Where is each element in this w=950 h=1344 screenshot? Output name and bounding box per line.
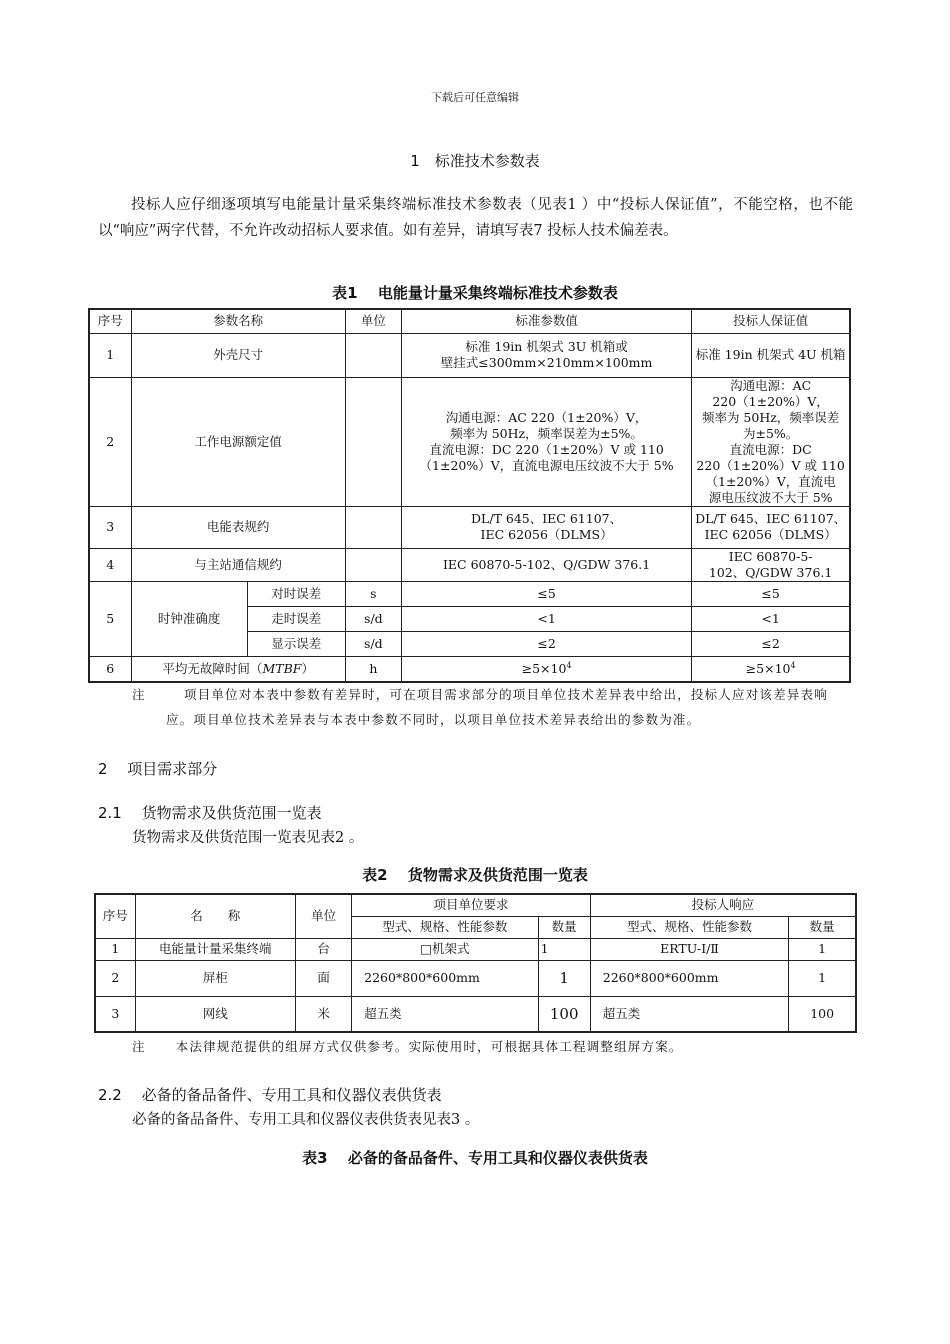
row-unit — [345, 377, 401, 506]
col-header-requirement: 项目单位要求 — [352, 894, 591, 916]
table-row — [95, 996, 856, 1032]
row-bid: 标准 19in 机架式 4U 机箱 — [692, 333, 850, 377]
row-name: 电能量计量采集终端 — [135, 938, 295, 960]
row-std: DL/T 645、IEC 61107、 IEC 62056（DLMS） — [401, 506, 691, 548]
table-2-header-row — [95, 894, 856, 916]
table-row — [89, 377, 850, 506]
table-row — [95, 938, 856, 960]
row-unit: 台 — [296, 938, 352, 960]
row-qty: 1 — [538, 938, 590, 960]
col-header-spec-response: 型式、规格、性能参数 — [590, 916, 789, 938]
section-2-2-text: 必备的备品备件、专用工具和仪器仪表供货表见表3 。 — [132, 1112, 480, 1128]
row-std: ≤2 — [401, 631, 691, 656]
row-qty-response: 100 — [789, 996, 856, 1032]
row-qty-response: 1 — [789, 938, 856, 960]
row-std: 标准 19in 机架式 3U 机箱或 壁挂式≤300mm×210mm×100mm — [401, 333, 691, 377]
col-header-unit: 单位 — [345, 309, 401, 333]
row-spec: □机架式 — [352, 938, 538, 960]
row-no: 6 — [89, 656, 131, 682]
col-header-bid: 投标人保证值 — [692, 309, 850, 333]
row-unit — [345, 333, 401, 377]
row-spec: 2260*800*600mm — [352, 960, 538, 996]
row-name: 屏柜 — [135, 960, 295, 996]
row-no: 1 — [89, 333, 131, 377]
col-header-spec: 型式、规格、性能参数 — [352, 916, 538, 938]
col-header-unit: 单位 — [296, 894, 352, 938]
row-bid: ≤5 — [692, 581, 850, 606]
col-header-no: 序号 — [89, 309, 131, 333]
row-no: 3 — [89, 506, 131, 548]
table-row — [89, 581, 850, 606]
row-spec-response: 2260*800*600mm — [590, 960, 789, 996]
col-header-qty-response: 数量 — [789, 916, 856, 938]
table-2-note — [132, 1034, 854, 1059]
table-1-header-row — [89, 309, 850, 333]
row-spec-response: 超五类 — [590, 996, 789, 1032]
row-std: 沟通电源：AC 220（1±20%）V， 频率为 50Hz，频率误差为±5%。 直流电源：DC 220（1±20%）V 或 110 （1±20%）V，直流电源电压纹波不大于 5% — [401, 377, 691, 506]
table-1-caption: 表1 电能量计量采集终端标准技术参数表 — [332, 284, 618, 302]
col-header-response: 投标人响应 — [590, 894, 856, 916]
table-row — [95, 960, 856, 996]
col-header-qty: 数量 — [538, 916, 590, 938]
table-1 — [88, 308, 851, 683]
table-row — [89, 548, 850, 581]
note-text: 本法律规范提供的组屏方式仅供参考。实际使用时，可根据具体工程调整组屏方案。 — [175, 1039, 683, 1054]
row-param: 时钟准确度 — [131, 581, 247, 656]
row-spec-response: ERTU-Ⅰ/Ⅱ — [590, 938, 789, 960]
row-no: 2 — [89, 377, 131, 506]
row-subparam: 显示误差 — [247, 631, 345, 656]
row-std: <1 — [401, 606, 691, 631]
row-subparam: 对时误差 — [247, 581, 345, 606]
col-header-no: 序号 — [95, 894, 135, 938]
table-row — [89, 656, 850, 682]
row-param: 电能表规约 — [131, 506, 345, 548]
row-unit: s — [345, 581, 401, 606]
table-2 — [94, 893, 857, 1033]
row-name: 网线 — [135, 996, 295, 1032]
row-bid: DL/T 645、IEC 61107、 IEC 62056（DLMS） — [692, 506, 850, 548]
row-unit: 米 — [296, 996, 352, 1032]
table-row — [89, 333, 850, 377]
col-header-std: 标准参数值 — [401, 309, 691, 333]
row-param: 工作电源额定值 — [131, 377, 345, 506]
row-unit — [345, 506, 401, 548]
section-1-paragraph: 投标人应仔细逐项填写电能量计量采集终端标准技术参数表（见表1 ）中“投标人保证值”，不能空格，也不能以“响应”两字代替，不允许改动招标人要求值。如有差异，请填写表7 投标人技术偏差表。 — [98, 197, 853, 239]
row-unit — [345, 548, 401, 581]
section-2-2-title: 2.2 必备的备品备件、专用工具和仪器仪表供货表 — [98, 1086, 442, 1104]
col-header-name: 名 称 — [135, 894, 295, 938]
row-param: 与主站通信规约 — [131, 548, 345, 581]
note-label: 注 — [132, 687, 146, 702]
col-header-param: 参数名称 — [131, 309, 345, 333]
row-qty: 100 — [538, 996, 590, 1032]
row-bid: 沟通电源：AC 220（1±20%）V， 频率为 50Hz，频率误差 为±5%。 直流电源：DC 220（1±20%）V 或 110 （1±20%）V，直流电 源电压纹波不大于 5% — [692, 377, 850, 506]
row-param: 平均无故障时间（MTBF） — [131, 656, 345, 682]
row-qty-response: 1 — [789, 960, 856, 996]
section-1-title: 1 标准技术参数表 — [410, 152, 540, 170]
section-2-1-title: 2.1 货物需求及供货范围一览表 — [98, 804, 322, 822]
row-bid: $\ge 5\times 10^4$ — [692, 656, 850, 682]
row-no: 1 — [95, 938, 135, 960]
row-unit: 面 — [296, 960, 352, 996]
row-unit: s/d — [345, 606, 401, 631]
row-no: 2 — [95, 960, 135, 996]
row-unit: h — [345, 656, 401, 682]
row-no: 5 — [89, 581, 131, 656]
section-2-1-text: 货物需求及供货范围一览表见表2 。 — [132, 830, 364, 846]
table-3-caption: 表3 必备的备品备件、专用工具和仪器仪表供货表 — [302, 1149, 648, 1167]
table-1-note — [132, 682, 854, 732]
row-std: IEC 60870-5-102、Q/GDW 376.1 — [401, 548, 691, 581]
row-bid: ≤2 — [692, 631, 850, 656]
row-bid: <1 — [692, 606, 850, 631]
table-2-caption: 表2 货物需求及供货范围一览表 — [362, 866, 588, 884]
row-std: $\ge 5\times 10^4$ — [401, 656, 691, 682]
row-bid: IEC 60870-5- 102、Q/GDW 376.1 — [692, 548, 850, 581]
row-std: ≤5 — [401, 581, 691, 606]
row-subparam: 走时误差 — [247, 606, 345, 631]
page-header: 下载后可任意编辑 — [431, 91, 519, 104]
section-2-title: 2 项目需求部分 — [98, 760, 218, 778]
row-qty: 1 — [538, 960, 590, 996]
note-label: 注 — [132, 1039, 146, 1054]
row-no: 4 — [89, 548, 131, 581]
row-spec: 超五类 — [352, 996, 538, 1032]
row-param: 外壳尺寸 — [131, 333, 345, 377]
row-no: 3 — [95, 996, 135, 1032]
row-unit: s/d — [345, 631, 401, 656]
note-text: 项目单位对本表中参数有差异时，可在项目需求部分的项目单位技术差异表中给出，投标人应对该差异表响应。项目单位技术差异表与本表中参数不同时，以项目单位技术差异表给出的参数为准。 — [166, 687, 828, 727]
table-row — [89, 506, 850, 548]
